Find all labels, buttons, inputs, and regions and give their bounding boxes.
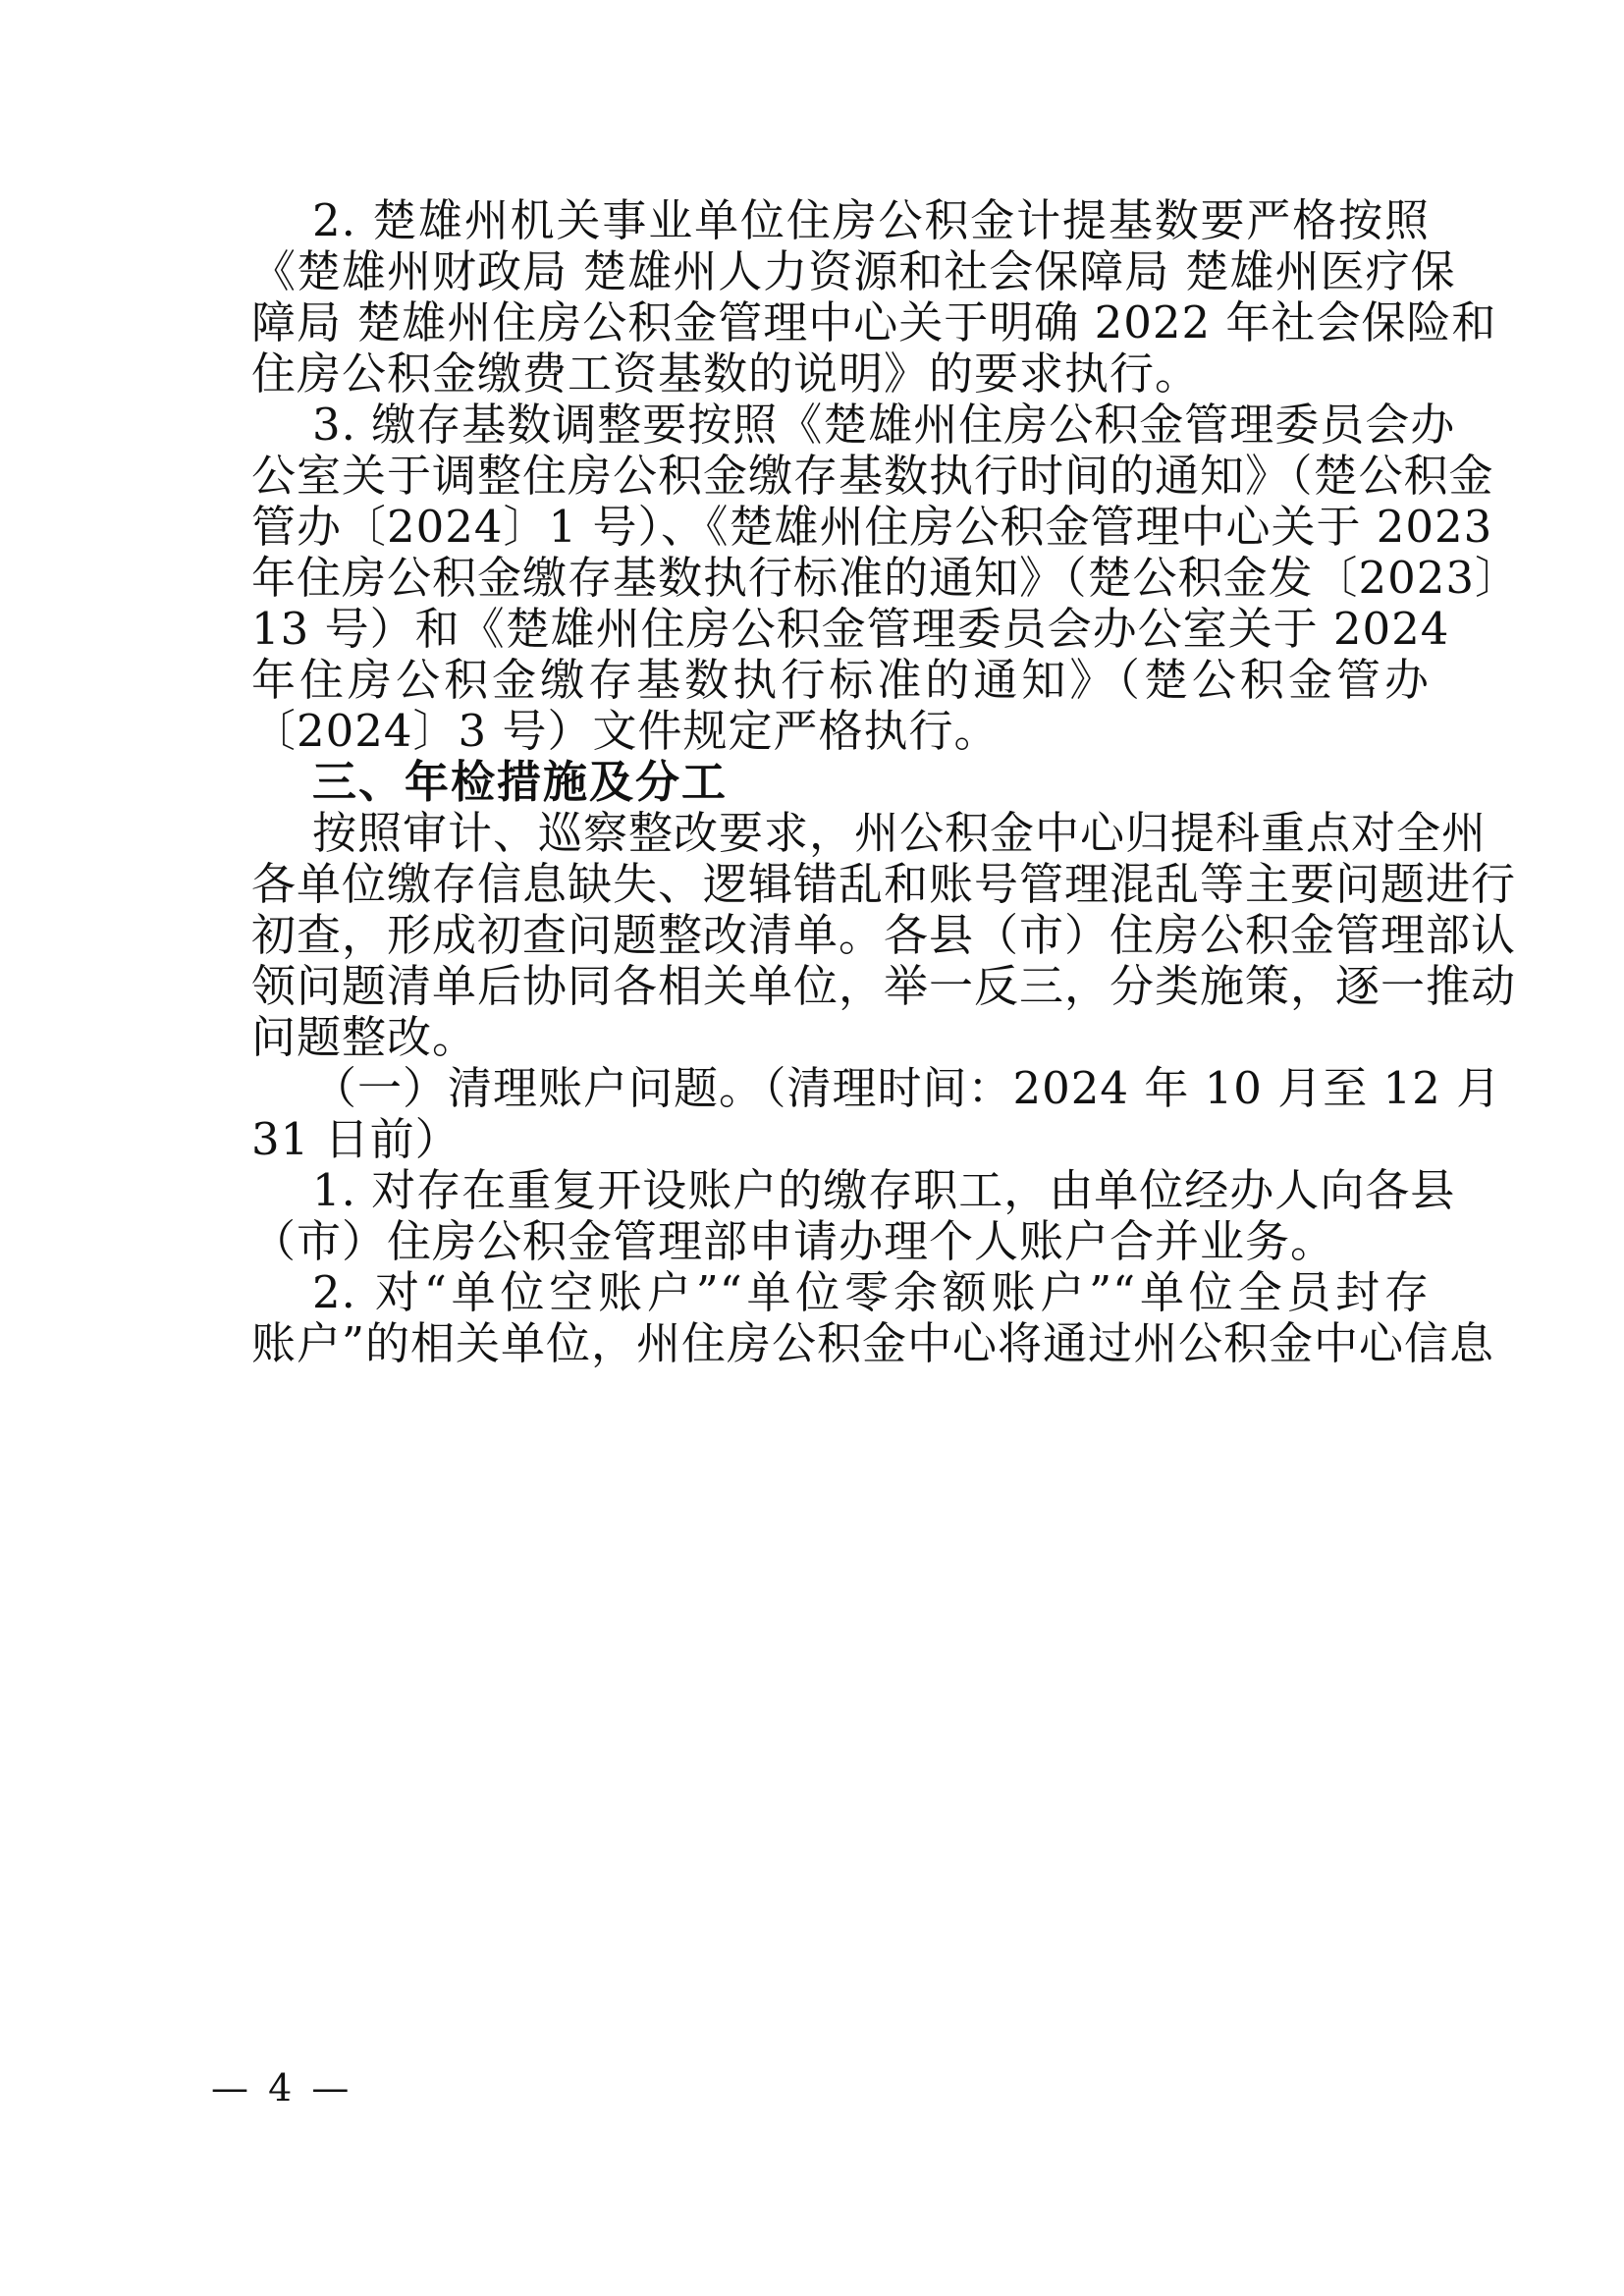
text-line: 13 号）和《楚雄州住房公积金管理委员会办公室关于 2024	[251, 603, 1450, 655]
text-line: 2. 对“单位空账户”“单位零余额账户”“单位全员封存	[312, 1266, 1430, 1318]
text-line: 《楚雄州财政局 楚雄州人力资源和社会保障局 楚雄州医疗保	[251, 245, 1456, 297]
text-line: 年住房公积金缴存基数执行标准的通知》（楚公积金管办	[251, 654, 1430, 706]
text-line: （市）住房公积金管理部申请办理个人账户合并业务。	[251, 1215, 1336, 1267]
text-line: 管办〔2024〕1 号）、《楚雄州住房公积金管理中心关于 2023	[251, 501, 1493, 553]
text-line: 31 日前）	[251, 1113, 460, 1165]
text-line: 年住房公积金缴存基数执行标准的通知》（楚公积金发〔2023〕	[251, 552, 1521, 604]
text-line: 账户”的相关单位，州住房公积金中心将通过州公积金中心信息	[251, 1317, 1495, 1369]
text-line: 初查，形成初查问题整改清单。各县（市）住房公积金管理部认	[251, 909, 1517, 961]
text-line: （一）清理账户问题。（清理时间：2024 年 10 月至 12 月	[312, 1062, 1502, 1114]
text-line: 按照审计、巡察整改要求，州公积金中心归提科重点对全州	[312, 807, 1488, 859]
text-line: 3. 缴存基数调整要按照《楚雄州住房公积金管理委员会办	[312, 399, 1456, 451]
text-line: 〔2024〕3 号）文件规定严格执行。	[251, 705, 1000, 757]
text-line: 1. 对存在重复开设账户的缴存职工，由单位经办人向各县	[312, 1164, 1456, 1216]
page-number: — 4 —	[211, 2066, 353, 2109]
text-line: 障局 楚雄州住房公积金管理中心关于明确 2022 年社会保险和	[251, 296, 1497, 348]
text-line: 住房公积金缴费工资基数的说明》的要求执行。	[251, 347, 1201, 400]
section-heading: 三、年检措施及分工	[312, 756, 729, 808]
text-line: 公室关于调整住房公积金缴存基数执行时间的通知》（楚公积金	[251, 450, 1494, 502]
text-line: 问题整改。	[251, 1011, 478, 1063]
text-line: 2. 楚雄州机关事业单位住房公积金计提基数要严格按照	[312, 194, 1430, 246]
text-line: 各单位缴存信息缺失、逻辑错乱和账号管理混乱等主要问题进行	[251, 858, 1517, 910]
text-line: 领问题清单后协同各相关单位，举一反三，分类施策，逐一推动	[251, 960, 1517, 1012]
